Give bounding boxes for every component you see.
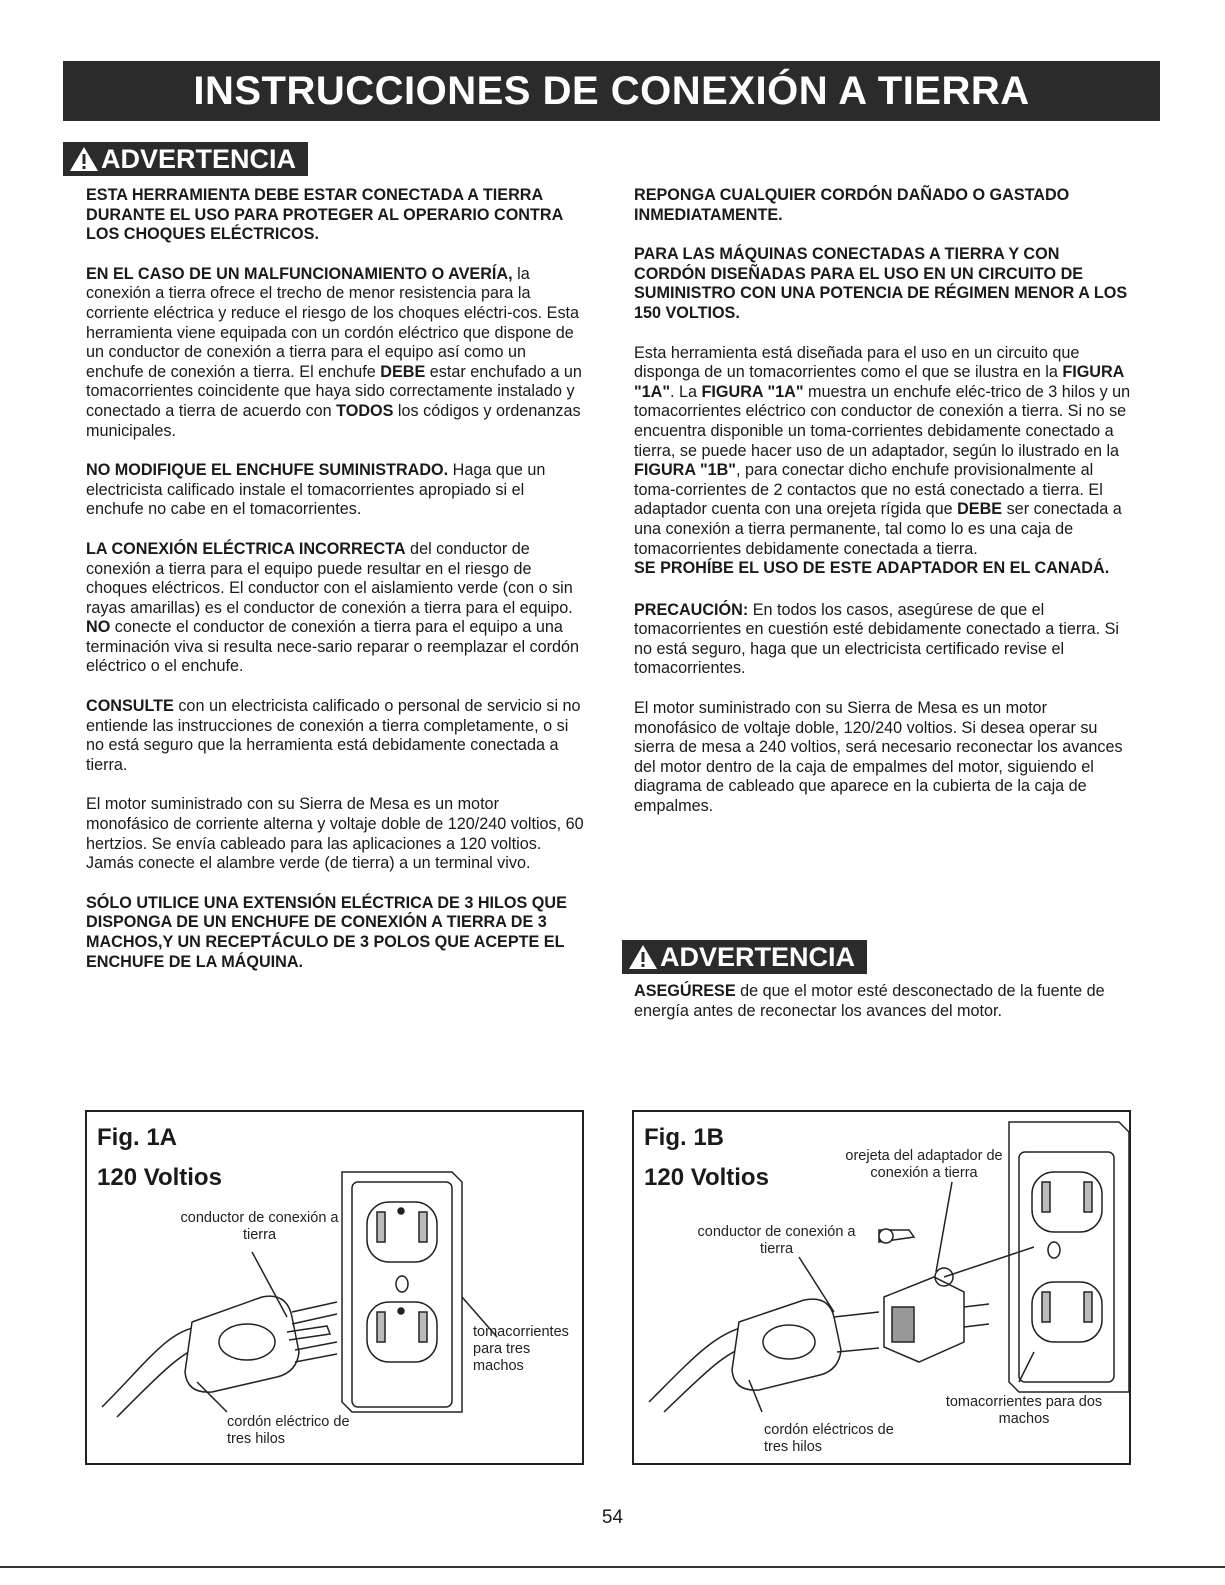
figure-1b-tab-label: orejeta del adaptador de conexión a tierra — [845, 1148, 1003, 1181]
warning-triangle-icon — [69, 146, 99, 172]
figure-1a-title: Fig. 1A — [97, 1124, 178, 1151]
three-prong-plug-outlet-illustration — [87, 1112, 582, 1463]
left-p5: CONSULTE con un electricista calificado o personal de servicio si no entiende las instrucciones de conexión a tierra completamente, o si no está seguro que la herramienta está debidamente conectada a tierra. — [86, 697, 581, 774]
figure-1b-title: Fig. 1B — [644, 1124, 725, 1151]
left-p3: NO MODIFIQUE EL ENCHUFE SUMINISTRADO. Haga que un electricista calificado instale el tomacorrientes apropiado si el enchufe no cabe en el tomacorrientes. — [86, 461, 546, 519]
figure-1b-cord-label: cordón eléctricos de tres hilos — [764, 1422, 894, 1455]
right-p2: PARA LAS MÁQUINAS CONECTADAS A TIERRA Y CON CORDÓN DISEÑADAS PARA EL USO EN UN CIRCUITO DE SUMINISTRO CON UNA POTENCIA DE RÉGIMEN MENOR A LOS 150 VOLTIOS. — [634, 245, 1128, 322]
warning-triangle-icon — [628, 944, 658, 970]
right-p6: ASEGÚRESE de que el motor esté desconectado de la fuente de energía antes de reconectar los avances del motor. — [634, 982, 1105, 1020]
right-p3: Esta herramienta está diseñada para el uso en un circuito que disponga de un tomacorrientes como el que se ilustra en la FIGURA "1A". La FIGURA "1A" muestra un enchufe eléc-trico de 3 hilos y un tomacorrientes eléctrico con conductor de conexión a tierra. Si no se encuentra disponible un toma-corrientes debidamente conectado a tierra, se puede hacer uso de un adaptador, según lo ilustrado en la FIGURA "1B", para conectar dicho enchufe provisionalmente al toma-corrientes de 2 contactos que no está conectado a tierra. El adaptador cuenta con una orejeta rígida que DEBE ser conectada a una conexión a tierra permanente, tal como lo es una caja de tomacorrientes debidamente conectada a tierra. SE PROHÍBE EL USO DE ESTE ADAPTADOR EN EL CANADÁ. — [634, 343, 1131, 578]
left-p2: EN EL CASO DE UN MALFUNCIONAMIENTO O AVERÍA, la conexión a tierra ofrece el trecho de menor resistencia para la corriente eléctrica y reduce el riesgo de los choques eléctri-cos. Esta herramienta viene equipada con un cordón eléctrico que dispone de un conductor de conexión a tierra para el equipo así como un enchufe de conexión a tierra. El enchufe DEBE estar enchufado a un tomacorrientes coincidente que haya sido correctamente instalado y conectado a tierra de acuerdo con TODOS los códigos y ordenanzas municipales. — [86, 264, 582, 440]
warning-label: ADVERTENCIA — [660, 941, 856, 972]
left-column — [86, 186, 586, 992]
right-p5: El motor suministrado con su Sierra de Mesa es un motor monofásico de voltaje doble, 120/240 voltios. Si desea operar su sierra de mesa a 240 voltios, será necesario reconectar los avances del motor dentro de la caja de empalmes del motor, siguiendo el diagrama de cableado que aparece en la cubierta de la caja de empalmes. — [634, 699, 1123, 816]
figure-1a — [85, 1110, 584, 1465]
figure-1a-cord-label: cordón eléctrico de tres hilos — [227, 1414, 350, 1447]
page-number: 54 — [601, 1507, 624, 1528]
figure-1b — [632, 1110, 1131, 1465]
left-p6: El motor suministrado con su Sierra de Mesa es un motor monofásico de corriente alterna y voltaje doble de 120/240 voltios, 60 hertzios. Se envía cableado para las aplicaciones a 120 voltios. Jamás conecte el alambre verde (de tierra) a un terminal vivo. — [86, 795, 584, 873]
warning-label: ADVERTENCIA — [101, 143, 297, 174]
page-title-banner — [63, 61, 1160, 121]
figure-1a-outlet-label: tomacorrientes para tres machos — [473, 1324, 569, 1374]
left-p7: SÓLO UTILICE UNA EXTENSIÓN ELÉCTRICA DE 3 HILOS QUE DISPONGA DE UN ENCHUFE DE CONEXIÓN A TIERRA DE 3 MACHOS,Y UN RECEPTÁCULO DE 3 POLOS QUE ACEPTE EL ENCHUFE DE LA MÁQUINA. — [86, 893, 567, 971]
figure-1b-conductor-label: conductor de conexión a tierra — [697, 1224, 856, 1257]
right-warning-text — [634, 982, 1134, 1041]
left-p1: ESTA HERRAMIENTA DEBE ESTAR CONECTADA A TIERRA DURANTE EL USO PARA PROTEGER AL OPERARIO CONTRA LOS CHOQUES ELÉCTRICOS. — [86, 186, 563, 244]
figure-1a-conductor-label: conductor de conexión a tierra — [180, 1210, 339, 1243]
figure-1a-subtitle: 120 Voltios — [97, 1164, 222, 1191]
right-column — [634, 186, 1134, 837]
right-p1: REPONGA CUALQUIER CORDÓN DAÑADO O GASTADO INMEDIATAMENTE. — [634, 186, 1070, 224]
warning-tag — [63, 142, 308, 176]
warning-tag-2 — [622, 940, 867, 974]
left-p4: LA CONEXIÓN ELÉCTRICA INCORRECTA del conductor de conexión a tierra para el equipo puede resultar en el riesgo de choques eléctricos. El conductor con el aislamiento verde (con o sin rayas amarillas) es el conductor de conexión a tierra para el equipo. NO conecte el conductor de conexión a tierra para el equipo a una terminación viva si resulta nece-sario reparar o reemplazar el cordón eléctrico o el enchufe. — [86, 539, 580, 676]
right-p4: PRECAUCIÓN: En todos los casos, asegúrese de que el tomacorrientes en cuestión esté debidamente conectado a tierra. Si no está seguro, haga que un electricista certificado revise el tomacorrientes. — [634, 600, 1120, 678]
bottom-divider — [0, 1566, 1225, 1568]
figure-1b-subtitle: 120 Voltios — [644, 1164, 769, 1191]
page-title: INSTRUCCIONES DE CONEXIÓN A TIERRA — [193, 68, 1030, 113]
figure-1b-outlet-label: tomacorrientes para dos machos — [945, 1394, 1103, 1427]
